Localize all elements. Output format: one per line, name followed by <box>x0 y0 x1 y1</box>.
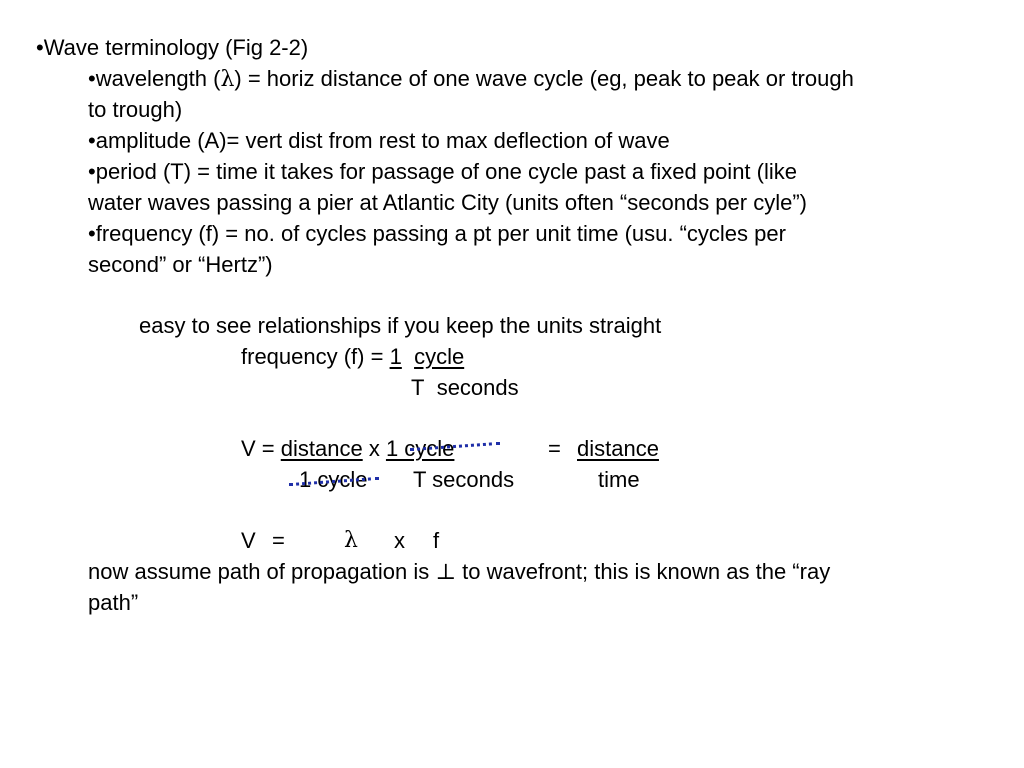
ray-cont: path” <box>88 590 139 615</box>
wavelength-pre: •wavelength ( <box>88 66 221 91</box>
v-distance: distance <box>280 436 363 461</box>
period-line-2: water waves passing a pier at Atlantic City (units often “seconds per cyle”) <box>88 190 807 215</box>
vf-eq: = <box>272 528 285 553</box>
wavelength-line <box>88 66 854 93</box>
frequency-equation <box>241 344 464 370</box>
amplitude-line: •amplitude (A)= vert dist from rest to max deflection of wave <box>88 128 670 153</box>
v-distance-result: distance <box>577 436 659 461</box>
perpendicular-symbol: ⊥ <box>435 560 457 585</box>
ray-line <box>88 559 830 586</box>
v-den-t-seconds: T seconds <box>413 467 515 492</box>
v-den-one-cycle: 1 cycle <box>299 467 368 492</box>
v-equals: = <box>548 436 561 461</box>
ray-pre: now assume path of propagation is <box>88 559 436 584</box>
v-lhs: V = <box>241 436 281 461</box>
ray-post: to wavefront; this is known as the “ray <box>456 559 831 584</box>
frequency-line-2: second” or “Hertz”) <box>88 252 273 277</box>
vf-f: f <box>433 528 440 553</box>
period-line-1: •period (T) = time it takes for passage of one cycle past a fixed point (like <box>88 159 797 184</box>
frequency-denominator <box>411 375 519 401</box>
freq-lhs: frequency (f) = <box>241 344 390 369</box>
v-den-time: time <box>598 467 640 492</box>
freq-num-1: 1 <box>389 344 402 369</box>
wavelength-post: ) = horiz distance of one wave cycle (eg, peak to peak or trough <box>234 66 854 91</box>
heading: •Wave terminology (Fig 2-2) <box>36 35 309 60</box>
lambda-symbol: λ <box>220 67 235 92</box>
freq-num-cycle: cycle <box>414 344 465 369</box>
easy-note: easy to see relationships if you keep the units straight <box>139 313 662 338</box>
vf-lambda: λ <box>344 528 358 553</box>
vf-v: V <box>241 528 256 553</box>
wavelength-cont: to trough) <box>88 97 183 122</box>
freq-den-seconds: seconds <box>436 375 519 400</box>
vf-x: x <box>394 528 405 553</box>
v-one-cycle: 1 cycle <box>385 436 455 461</box>
frequency-line-1: •frequency (f) = no. of cycles passing a pt per unit time (usu. “cycles per <box>88 221 786 246</box>
v-times: x <box>362 436 386 461</box>
freq-den-t: T <box>411 375 425 400</box>
